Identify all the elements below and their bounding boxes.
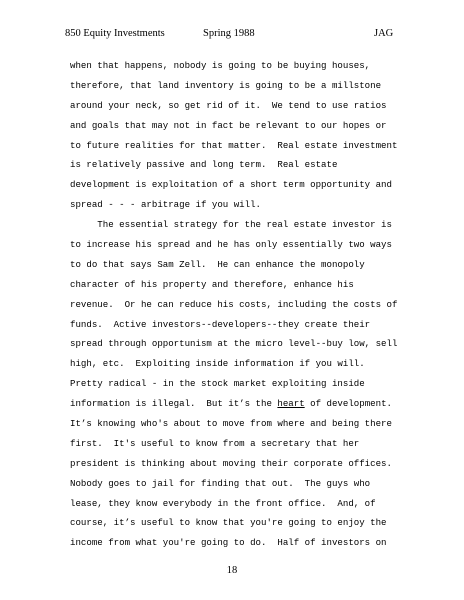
- text-line: course, it’s useful to know that you're going to enjoy the: [70, 517, 387, 529]
- text-line: around your neck, so get rid of it. We tend to use ratios: [70, 99, 387, 111]
- underlined-word: heart: [277, 398, 305, 410]
- text-line: to increase his spread and he has only essentially two ways: [70, 239, 392, 251]
- text-line: spread through opportunism at the micro level--buy low, sell: [70, 338, 398, 350]
- text-line: president is thinking about moving their corporate offices.: [70, 457, 392, 469]
- text-line: therefore, that land inventory is going to be a millstone: [70, 79, 382, 91]
- text-line: first. It's useful to know from a secretary that her: [70, 437, 360, 449]
- text-line: when that happens, nobody is going to be buying houses,: [70, 60, 371, 71]
- text-line: spread - - - arbitrage if you will.: [70, 199, 261, 211]
- text-line: funds. Active investors--developers--they create their: [70, 318, 371, 330]
- running-header: [0, 27, 464, 41]
- text-line: income from what you're going to do. Half of investors on: [70, 537, 387, 549]
- page-number: 18: [226, 565, 238, 576]
- text-line: Pretty radical - in the stock market exploiting inside: [70, 378, 365, 390]
- text-line: It’s knowing who's about to move from where and being there: [70, 418, 392, 430]
- text-line: is relatively passive and long term. Real estate: [70, 159, 338, 171]
- text-line: high, etc. Exploiting inside information if you will.: [70, 358, 365, 370]
- text-line: [70, 394, 460, 414]
- header-course: 850 Equity Investments: [65, 28, 165, 39]
- text-line: revenue. Or he can reduce his costs, including the costs of: [70, 298, 398, 310]
- text-segment: information is illegal. But it’s the: [70, 398, 278, 410]
- text-line: The essential strategy for the real estate investor is: [70, 219, 392, 231]
- text-line: character of his property and therefore, enhance his: [70, 278, 354, 290]
- text-line: to future realities for that matter. Real estate investment: [70, 139, 398, 151]
- text-line: lease, they know everybody in the front office. And, of: [70, 497, 376, 509]
- text-line: Nobody goes to jail for finding that out. The guys who: [70, 477, 371, 489]
- text-line: to do that says Sam Zell. He can enhance the monopoly: [70, 258, 365, 270]
- body-text: [70, 56, 460, 553]
- text-segment: of development.: [304, 398, 392, 410]
- header-initials: JAG: [374, 28, 394, 39]
- header-term: Spring 1988: [203, 28, 255, 39]
- text-line: and goals that may not in fact be relevant to our hopes or: [70, 119, 387, 131]
- text-line: development is exploitation of a short term opportunity and: [70, 179, 392, 191]
